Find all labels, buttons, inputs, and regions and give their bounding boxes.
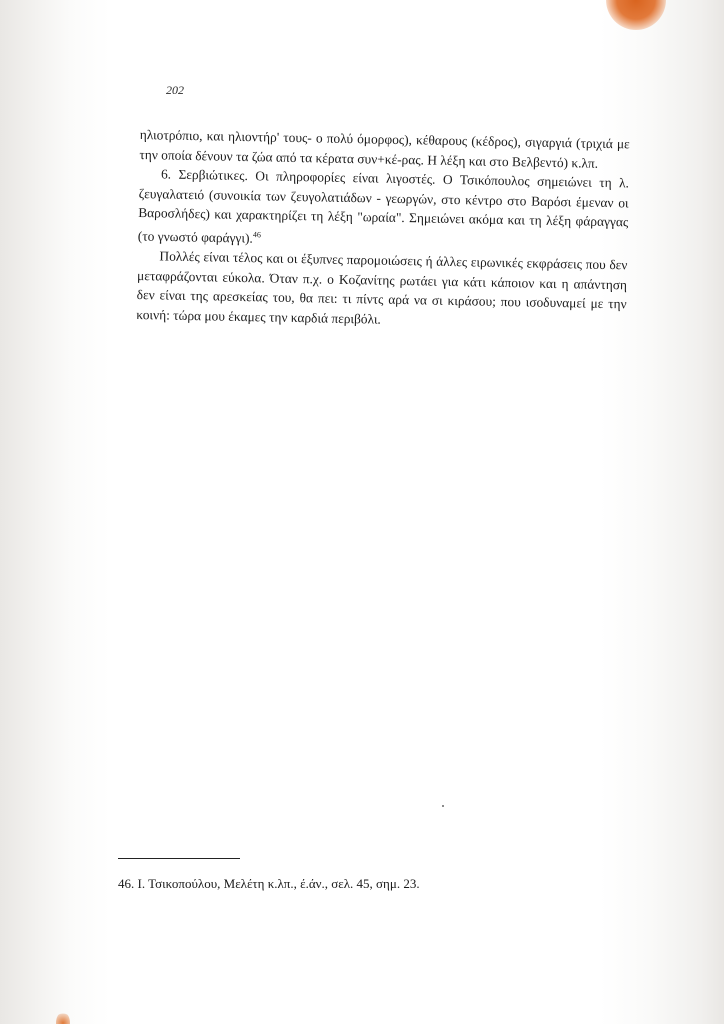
paragraph-serviotikes (138, 164, 629, 255)
footnote-46: 46. Ι. Τσικοπούλου, Μελέτη κ.λπ., έ.άν., σελ. 45, σημ. 23. (118, 876, 420, 891)
paragraph-idioms: Πολλές είναι τέλος και οι έξυπνες παρομοιώσεις ή άλλες ειρωνικές εκφράσεις που δεν μεταφράζονται εύκολα. Όταν π.χ. ο Κοζανίτης ρωτάει για κάτι κάποιον και η απάντηση δεν είναι της αρεσκείας του, θα πει: τι πίντς αρά να σι κιράσου; που ισοδυναμεί με την κοινή: τώρα μου έκαμες την καρδιά περιβόλι. (136, 248, 628, 327)
paragraph-serviotikes-text: 6. Σερβιώτικες. Οι πληροφορίες είναι λιγοστές. Ο Τσικόπουλος σημειώνει τη λ. ζευγαλατειό (συνοικία των ζευγολατιάδων - γεωργών, στο κέντρο στο Βαρόσι έμεναν οι Βαροσλήδες) και χαρακτηρίζει τη λέξη "ωραία". Σημειώνει ακόμα και τη λέξη φάραγγας (το γνωστό φαράγγι). (137, 166, 630, 246)
paragraph-continued: ηλιοτρόπιο, και ηλιοντήρ' τους- ο πολύ όμορφος), κέθαρους (κέδρος), σιγαργιά (τριχιά με την οποία δένουν τα ζώα από τα κέρατα συν+κέ-ρας. Η λέξη και στο Βελβεντό) κ.λπ. (139, 126, 630, 171)
orange-stain-bottom (56, 1012, 70, 1024)
footnote-marker: 46 (252, 230, 262, 240)
speck (442, 805, 444, 807)
orange-stain-top (606, 0, 666, 30)
footnote-separator (118, 858, 240, 859)
page-number: 202 (166, 83, 184, 97)
body-text (136, 125, 630, 334)
